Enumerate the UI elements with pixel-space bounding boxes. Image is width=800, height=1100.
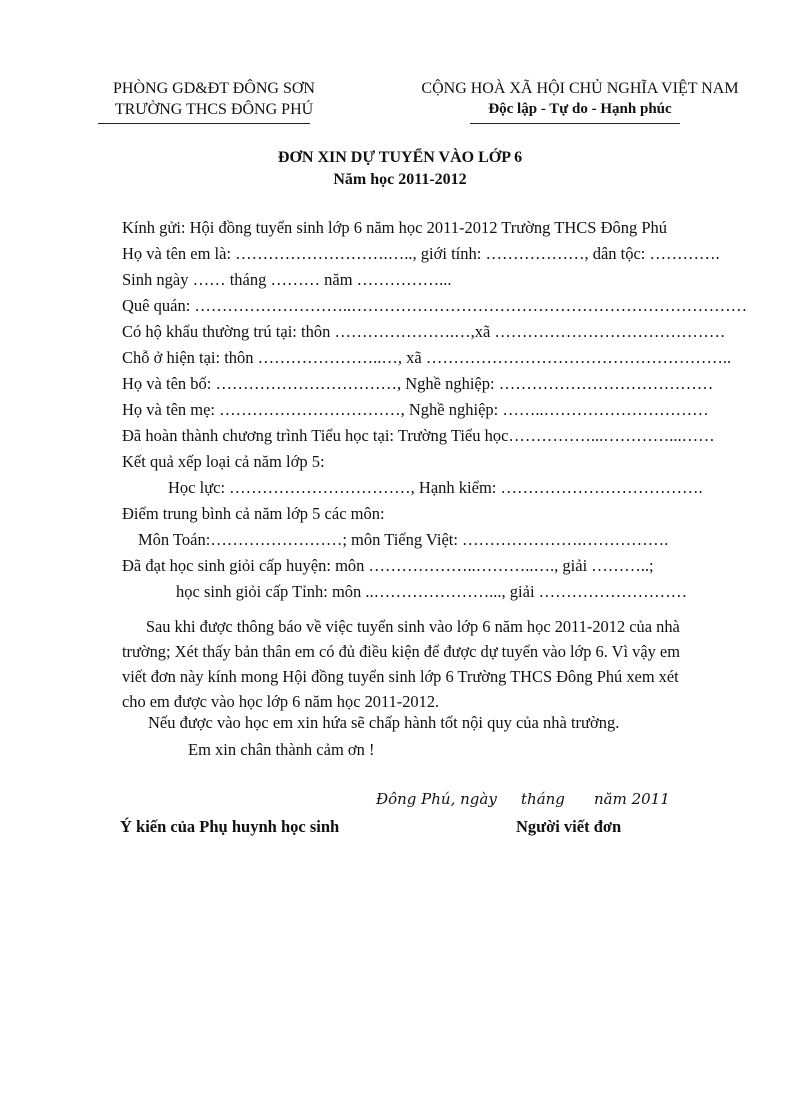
form-line-permanent-residence[interactable]: Có hộ khẩu thường trú tại: thôn ………………….…,xã ……………………………………: [122, 322, 726, 341]
form-line-average-scores-label: Điểm trung bình cả năm lớp 5 các môn:: [122, 504, 385, 523]
national-motto: Độc lập - Tự do - Hạnh phúc: [488, 101, 672, 117]
document-title: [0, 147, 800, 191]
country-name: CỘNG HOÀ XÃ HỘI CHỦ NGHĨA VIỆT NAM: [421, 80, 739, 97]
form-line-birth-date[interactable]: Sinh ngày …… tháng ……… năm ……………...: [122, 270, 452, 289]
form-line-father[interactable]: Họ và tên bố: ……………………………, Nghề nghiệp: …………………………………: [122, 374, 714, 393]
paragraph-line: viết đơn này kính mong Hội đồng tuyển sinh lớp 6 Trường THCS Đông Phú xem xét: [122, 667, 679, 686]
national-header: [380, 78, 780, 120]
department-name: PHÒNG GD&ĐT ĐÔNG SƠN: [113, 80, 315, 97]
school-name: TRƯỜNG THCS ĐÔNG PHÚ: [114, 101, 314, 118]
issuing-office: [84, 78, 344, 120]
form-line-district-award[interactable]: Đã đạt học sinh giỏi cấp huyện: môn ………………..………..…., giải ………..;: [122, 556, 654, 575]
paragraph-line: Sau khi được thông báo về việc tuyển sinh vào lớp 6 năm học 2011-2012 của nhà: [145, 617, 680, 636]
form-line-subject-scores[interactable]: Môn Toán:……………………; môn Tiếng Việt: ………………….…………….: [138, 530, 669, 549]
form-line-province-award[interactable]: học sinh giỏi cấp Tỉnh: môn ..…………………..., giải ………………………: [176, 582, 688, 601]
header-left-underline: [98, 123, 310, 124]
date-month: tháng: [521, 790, 565, 808]
thanks-line: Em xin chân thành cảm ơn !: [188, 740, 375, 759]
date-place-day: Đông Phú, ngày: [376, 790, 497, 808]
form-line-grade5-results-label: Kết quả xếp loại cả năm lớp 5:: [122, 452, 325, 471]
applicant-signature-label: Người viết đơn: [516, 817, 622, 836]
form-line-primary-school[interactable]: Đã hoàn thành chương trình Tiểu học tại: Trường Tiểu học……………...…………...……: [122, 426, 715, 445]
form-line-student-name[interactable]: Họ và tên em là: ……………………….….., giới tính: ………………, dân tộc: ………….: [122, 244, 720, 263]
paragraph-line: cho em được vào học lớp 6 năm học 2011-2012.: [122, 692, 440, 711]
header-right-underline: [470, 123, 680, 124]
paragraph-line: trường; Xét thấy bản thân em có đủ điều kiện để được dự tuyển vào lớp 6. Vì vậy em: [122, 642, 680, 661]
form-line-current-address[interactable]: Chỗ ở hiện tại: thôn …………………..…, xã ………………………………………………..: [122, 348, 732, 367]
request-paragraph: [122, 614, 800, 714]
form-line-academic-conduct[interactable]: Học lực: ……………………………, Hạnh kiểm: ……………………………….: [168, 478, 703, 497]
parent-opinion-label: Ý kiến của Phụ huynh học sinh: [120, 817, 340, 836]
title-main: ĐƠN XIN DỰ TUYỂN VÀO LỚP 6: [277, 149, 523, 166]
form-line-hometown[interactable]: Quê quán: ………………………..………………………………………………………………: [122, 296, 748, 315]
title-school-year: Năm học 2011-2012: [333, 171, 467, 188]
promise-line: Nếu được vào học em xin hứa sẽ chấp hành tốt nội quy của nhà trường.: [148, 713, 620, 732]
form-line-recipient: Kính gửi: Hội đồng tuyển sinh lớp 6 năm học 2011-2012 Trường THCS Đông Phú: [122, 218, 668, 237]
form-line-mother[interactable]: Họ và tên mẹ: ……………………………, Nghề nghiệp: ……..…………………………: [122, 400, 709, 419]
date-year: năm 2011: [594, 790, 670, 808]
